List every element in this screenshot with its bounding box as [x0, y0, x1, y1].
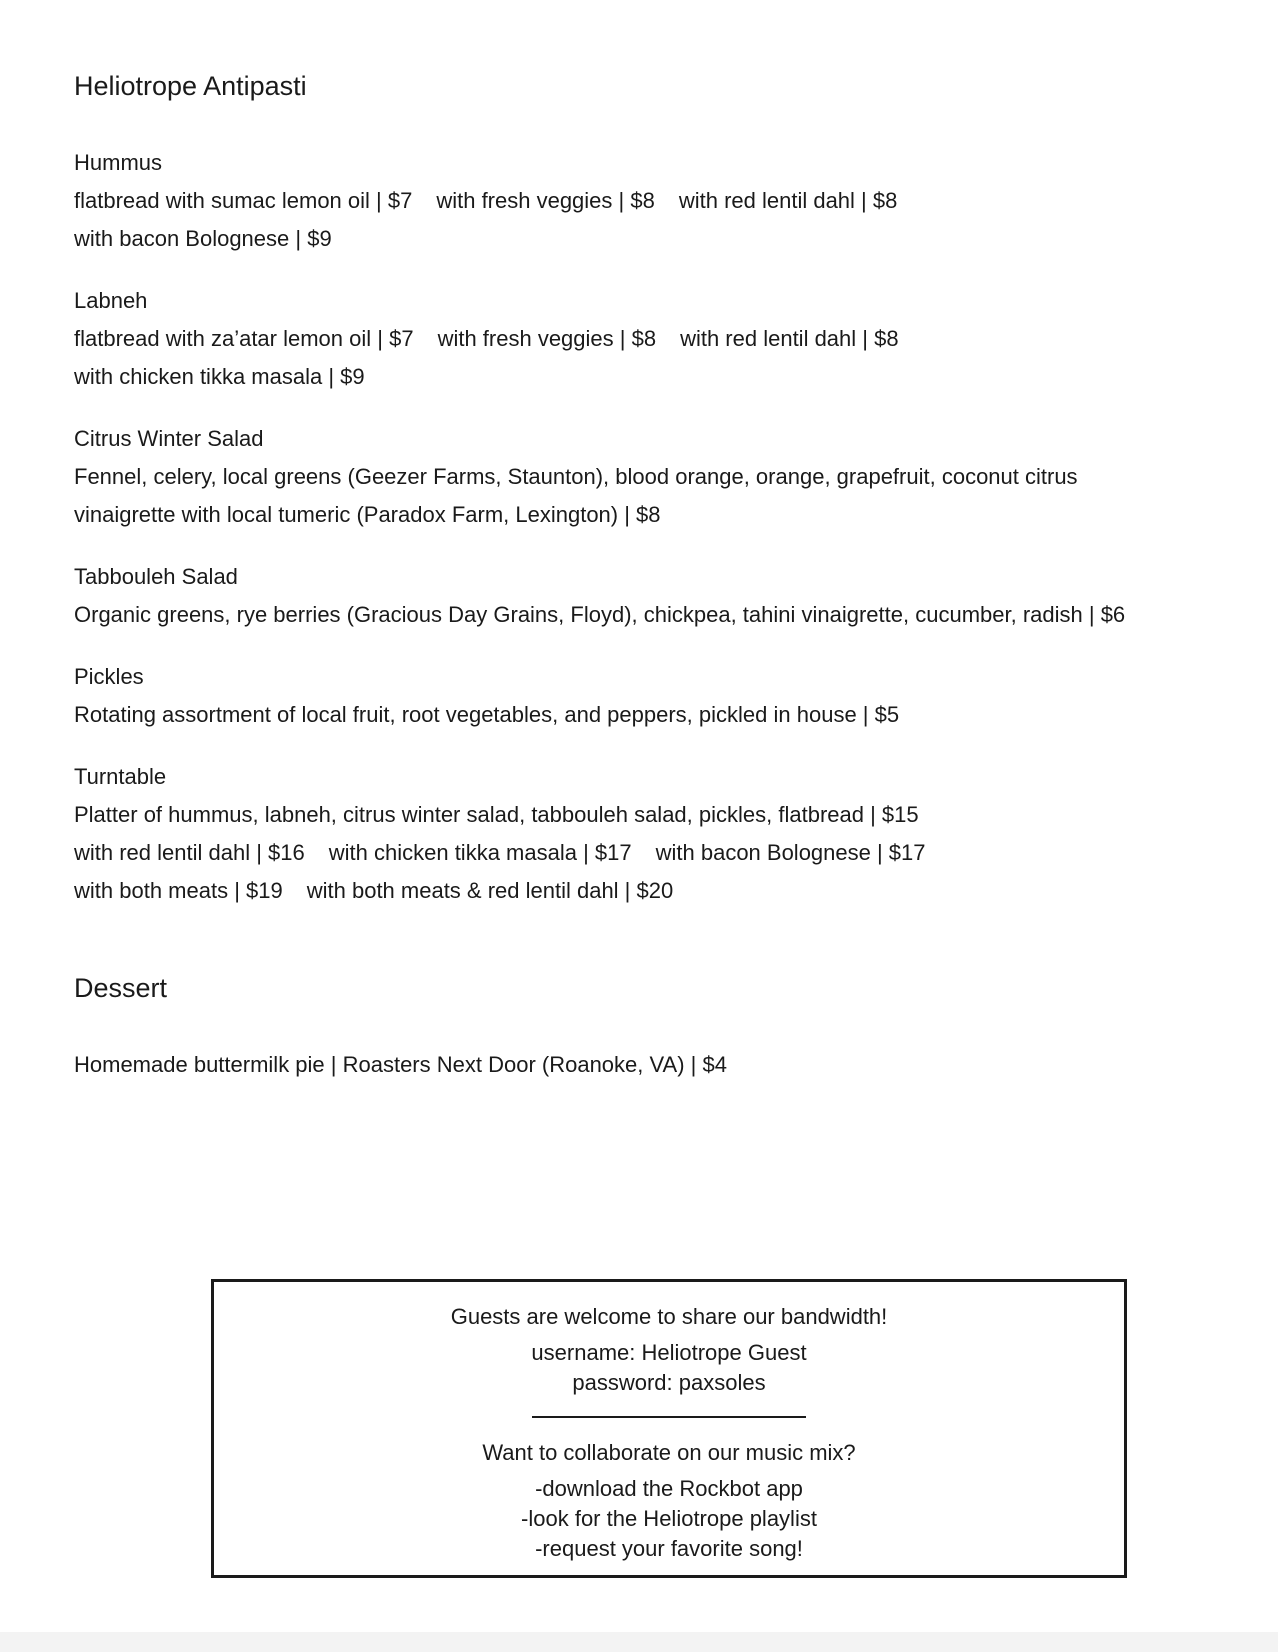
item-description: vinaigrette with local tumeric (Paradox Farm, Lexington) | $8 — [74, 502, 661, 527]
item-description: Rotating assortment of local fruit, root vegetables, and peppers, pickled in house | $5 — [74, 702, 900, 727]
divider — [532, 1416, 806, 1418]
item-option: with fresh veggies | $8 — [437, 326, 657, 351]
wifi-heading: Guests are welcome to share our bandwidth! — [450, 1304, 888, 1329]
guest-info-box — [211, 1279, 1127, 1578]
item-option: with fresh veggies | $8 — [436, 188, 655, 213]
item-option: with both meats & red lentil dahl | $20 — [306, 878, 674, 903]
page-bottom-edge — [0, 1632, 1278, 1652]
wifi-username: username: Heliotrope Guest — [531, 1340, 807, 1365]
wifi-password: password: paxsoles — [572, 1370, 766, 1395]
item-options-line — [74, 872, 1234, 910]
item-options-line — [74, 182, 1234, 220]
menu-item-citrus-winter-salad — [74, 420, 1234, 534]
menu-content — [74, 66, 1234, 1084]
item-option: with bacon Bolognese | $9 — [74, 226, 332, 251]
item-option: with bacon Bolognese | $17 — [655, 840, 926, 865]
item-name: Turntable — [74, 764, 167, 789]
item-option: with red lentil dahl | $8 — [680, 326, 899, 351]
item-description: Organic greens, rye berries (Gracious Day Grains, Floyd), chickpea, tahini vinaigrette, cucumber, radish | $6 — [74, 602, 1126, 627]
music-step: -look for the Heliotrope playlist — [521, 1506, 817, 1531]
item-option: with red lentil dahl | $8 — [678, 188, 898, 213]
item-name: Hummus — [74, 150, 163, 175]
item-description: Fennel, celery, local greens (Geezer Farms, Staunton), blood orange, orange, grapefruit, coconut citrus — [74, 464, 1078, 489]
item-name: Pickles — [74, 664, 144, 689]
dessert-title: Dessert — [74, 973, 168, 1003]
music-heading: Want to collaborate on our music mix? — [482, 1440, 856, 1465]
item-options-line — [74, 834, 1234, 872]
antipasti-title: Heliotrope Antipasti — [74, 71, 307, 101]
music-step: -download the Rockbot app — [535, 1476, 803, 1501]
music-step: -request your favorite song! — [535, 1536, 803, 1561]
item-name: Tabbouleh Salad — [74, 564, 238, 589]
item-option: flatbread with za’atar lemon oil | $7 — [74, 326, 414, 351]
item-description: Platter of hummus, labneh, citrus winter salad, tabbouleh salad, pickles, flatbread | $15 — [74, 802, 919, 827]
item-name: Labneh — [74, 288, 148, 313]
menu-item-pickles — [74, 658, 1234, 734]
item-option: with chicken tikka masala | $9 — [74, 364, 365, 389]
menu-item-turntable — [74, 758, 1234, 910]
menu-item-hummus — [74, 144, 1234, 258]
menu-item-tabbouleh-salad — [74, 558, 1234, 634]
item-option: with both meats | $19 — [74, 878, 283, 903]
item-option: flatbread with sumac lemon oil | $7 — [74, 188, 413, 213]
item-option: with red lentil dahl | $16 — [74, 840, 305, 865]
item-options-line — [74, 320, 1234, 358]
dessert-item: Homemade buttermilk pie | Roasters Next Door (Roanoke, VA) | $4 — [74, 1052, 727, 1077]
item-name: Citrus Winter Salad — [74, 426, 264, 451]
menu-item-labneh — [74, 282, 1234, 396]
item-option: with chicken tikka masala | $17 — [328, 840, 632, 865]
